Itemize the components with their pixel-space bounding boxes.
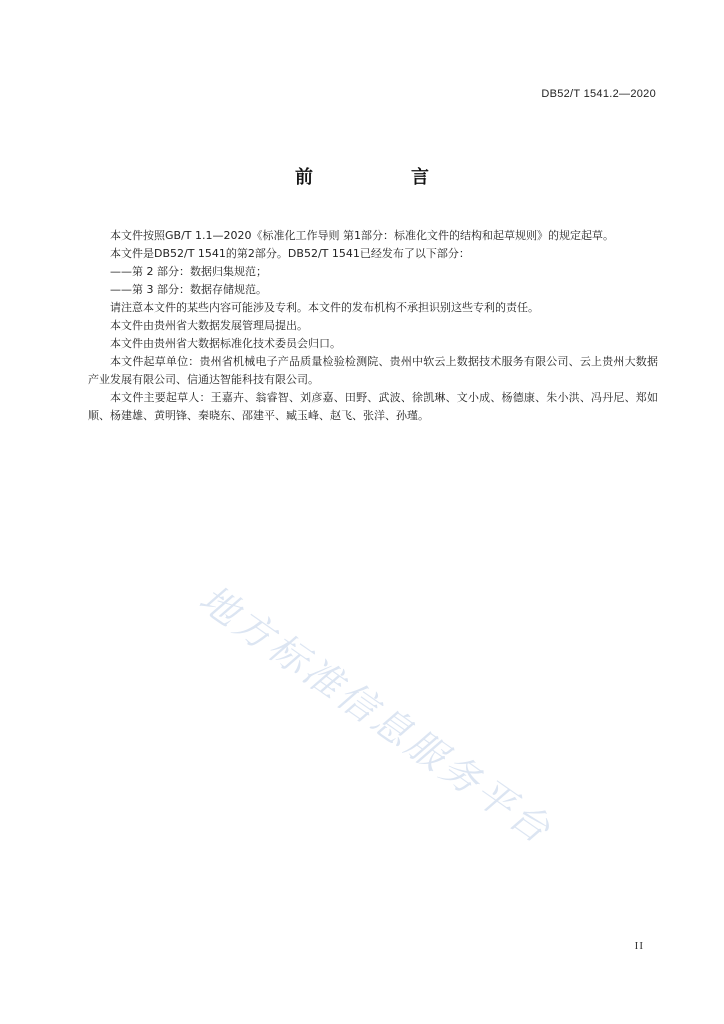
document-body [88, 227, 658, 425]
page-title: 前 言 [295, 167, 469, 188]
watermark: 地方标准信息服务平台 [191, 576, 561, 854]
paragraph-part-3: ——第 3 部分：数据存储规范。 [110, 283, 267, 296]
paragraph-proposer: 本文件由贵州省大数据发展管理局提出。 [110, 319, 308, 332]
page-number: II [634, 940, 644, 952]
paragraph-standard-basis: 本文件按照GB/T 1.1—2020《标准化工作导则 第1部分：标准化文件的结构和起草规则》的规定起草。 [110, 229, 614, 242]
paragraph-drafters: 本文件主要起草人：王嘉卉、翁睿智、刘彦嘉、田野、武波、徐凯琳、文小成、杨德康、朱小洪、冯丹尼、郑如顺、杨建雄、黄明锋、秦晓东、邵建平、臧玉峰、赵飞、张洋、孙瑾。 [88, 391, 658, 422]
paragraph-part-2: ——第 2 部分：数据归集规范； [110, 265, 267, 278]
paragraph-part-info: 本文件是DB52/T 1541的第2部分。DB52/T 1541已经发布了以下部分： [110, 247, 470, 260]
document-code: DB52/T 1541.2—2020 [541, 88, 656, 100]
paragraph-committee: 本文件由贵州省大数据标准化技术委员会归口。 [110, 337, 341, 350]
paragraph-patent-notice: 请注意本文件的某些内容可能涉及专利。本文件的发布机构不承担识别这些专利的责任。 [110, 301, 539, 314]
paragraph-drafting-units: 本文件起草单位：贵州省机械电子产品质量检验检测院、贵州中软云上数据技术服务有限公司、云上贵州大数据产业发展有限公司、信通达智能科技有限公司。 [88, 355, 658, 386]
